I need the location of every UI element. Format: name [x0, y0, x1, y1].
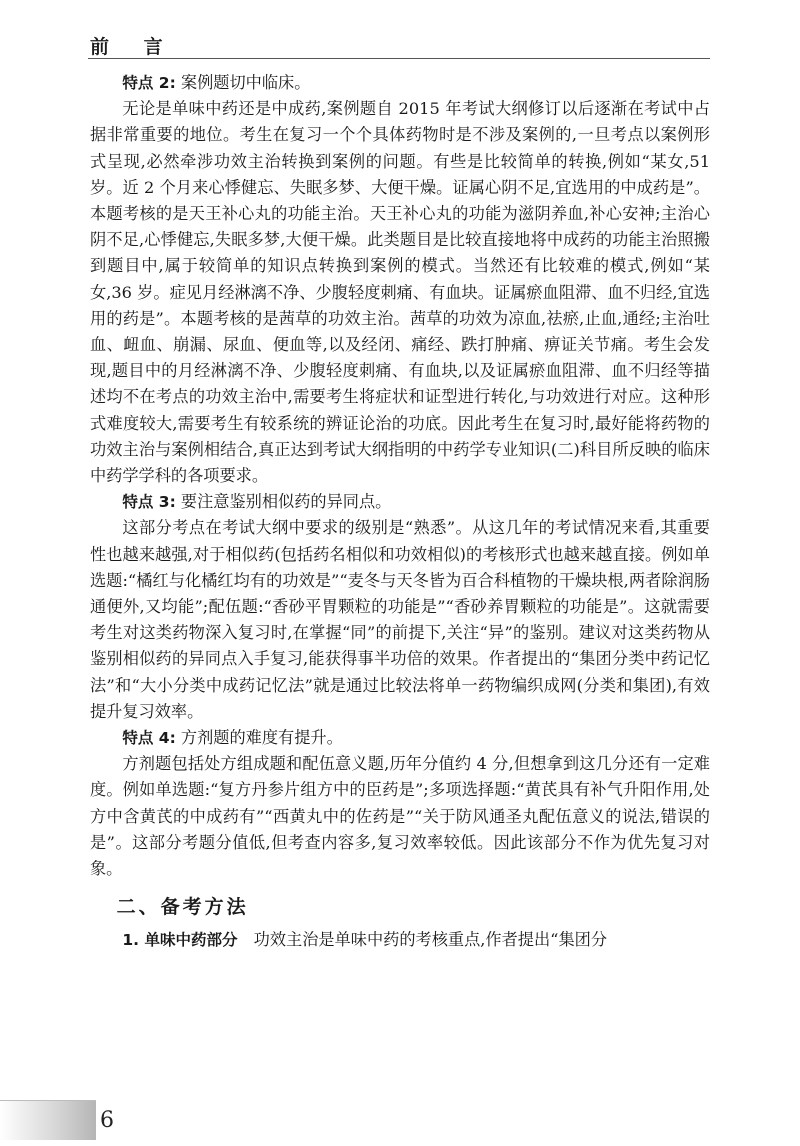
- subsection-paragraph: [90, 927, 710, 953]
- section-heading: 二、备考方法: [116, 896, 249, 919]
- subsection-text: 功效主治是单味中药的考核重点,作者提出“集团分: [237, 930, 608, 950]
- feature-text: 案例题切中临床。: [175, 73, 311, 92]
- feature-label: 特点 2:: [122, 74, 176, 92]
- page-body: [90, 70, 710, 954]
- feature-4-heading: [90, 725, 710, 751]
- running-header: [88, 30, 710, 59]
- body-paragraph: 方剂题包括处方组成题和配伍意义题,历年分值约 4 分,但想拿到这几分还有一定难度。例如单选题:“复方丹参片组方中的臣药是”;多项选择题:“黄芪具有补气升阳作用,处方中含黄芪的中成药有”“西黄丸中的佐药是”“关于防风通圣丸配伍意义的说法,错误的是”。这部分考题分值低,但考查内容多,复习效率较低。因此该部分不作为优先复习对象。: [90, 754, 710, 879]
- header-title: 前 言: [90, 36, 177, 58]
- body-paragraph: 这部分考点在考试大纲中要求的级别是“熟悉”。从这几年的考试情况来看,其重要性也越来越强,对于相似药(包括药名相似和功效相似)的考核形式也越来越直接。例如单选题:“橘红与化橘红均有的功效是”“麦冬与天冬皆为百合科植物的干燥块根,两者除润肠通便外,又均能”;配伍题:“香砂平胃颗粒的功能是”“香砂养胃颗粒的功能是”。这就需要考生对这类药物深入复习时,在掌握“同”的前提下,关注“异”的鉴别。建议对这类药物从鉴别相似药的异同点入手复习,能获得事半功倍的效果。作者提出的“集团分类中药记忆法”和“大小分类中成药记忆法”就是通过比较法将单一药物编织成网(分类和集团),有效提升复习效率。: [90, 518, 710, 721]
- footer-rule: [0, 1100, 96, 1101]
- body-paragraph: 无论是单味中药还是中成药,案例题自 2015 年考试大纲修订以后逐渐在考试中占据非常重要的地位。考生在复习一个个具体药物时是不涉及案例的,一旦考点以案例形式呈现,必然牵涉功效主治转换到案例的问题。有些是比较简单的转换,例如“某女,51 岁。近 2 个月来心悸健忘、失眠多梦、大便干燥。证属心阴不足,宜选用的中成药是”。本题考核的是天王补心丸的功能主治。天王补心丸的功能为滋阴养血,补心安神;主治心阴不足,心悸健忘,失眠多梦,大便干燥。此类题目是比较直接地将中成药的功能主治照搬到题目中,属于较简单的知识点转换到案例的模式。当然还有比较难的模式,例如“某女,36 岁。症见月经淋漓不净、少腹轻度刺痛、有血块。证属瘀血阻滞、血不归经,宜选用的药是”。本题考核的是茜草的功效主治。茜草的功效为凉血,祛瘀,止血,通经;主治吐血、衄血、崩漏、尿血、便血等,以及经闭、痛经、跌打肿痛、痹证关节痛。考生会发现,题目中的月经淋漓不净、少腹轻度刺痛、有血块,以及证属瘀血阻滞、血不归经等描述均不在考点的功效主治中,需要考生将症状和证型进行转化,与功效进行对应。这种形式难度较大,需要考生有较系统的辨证论治的功底。因此考生在复习时,最好能将药物的功效主治与案例相结合,真正达到考试大纲指明的中药学专业知识(二)科目所反映的临床中药学学科的各项要求。: [90, 99, 710, 486]
- feature-label: 特点 3:: [122, 493, 176, 512]
- feature-2-heading: [90, 70, 710, 96]
- feature-text: 要注意鉴别相似药的异同点。: [175, 492, 392, 512]
- footer-decoration: [0, 1100, 96, 1140]
- feature-label: 特点 4:: [122, 729, 176, 748]
- feature-text: 方剂题的难度有提升。: [175, 728, 343, 748]
- subsection-label: 1. 单味中药部分: [122, 931, 238, 950]
- feature-3-heading: [90, 489, 710, 515]
- page-number: 6: [100, 1108, 114, 1133]
